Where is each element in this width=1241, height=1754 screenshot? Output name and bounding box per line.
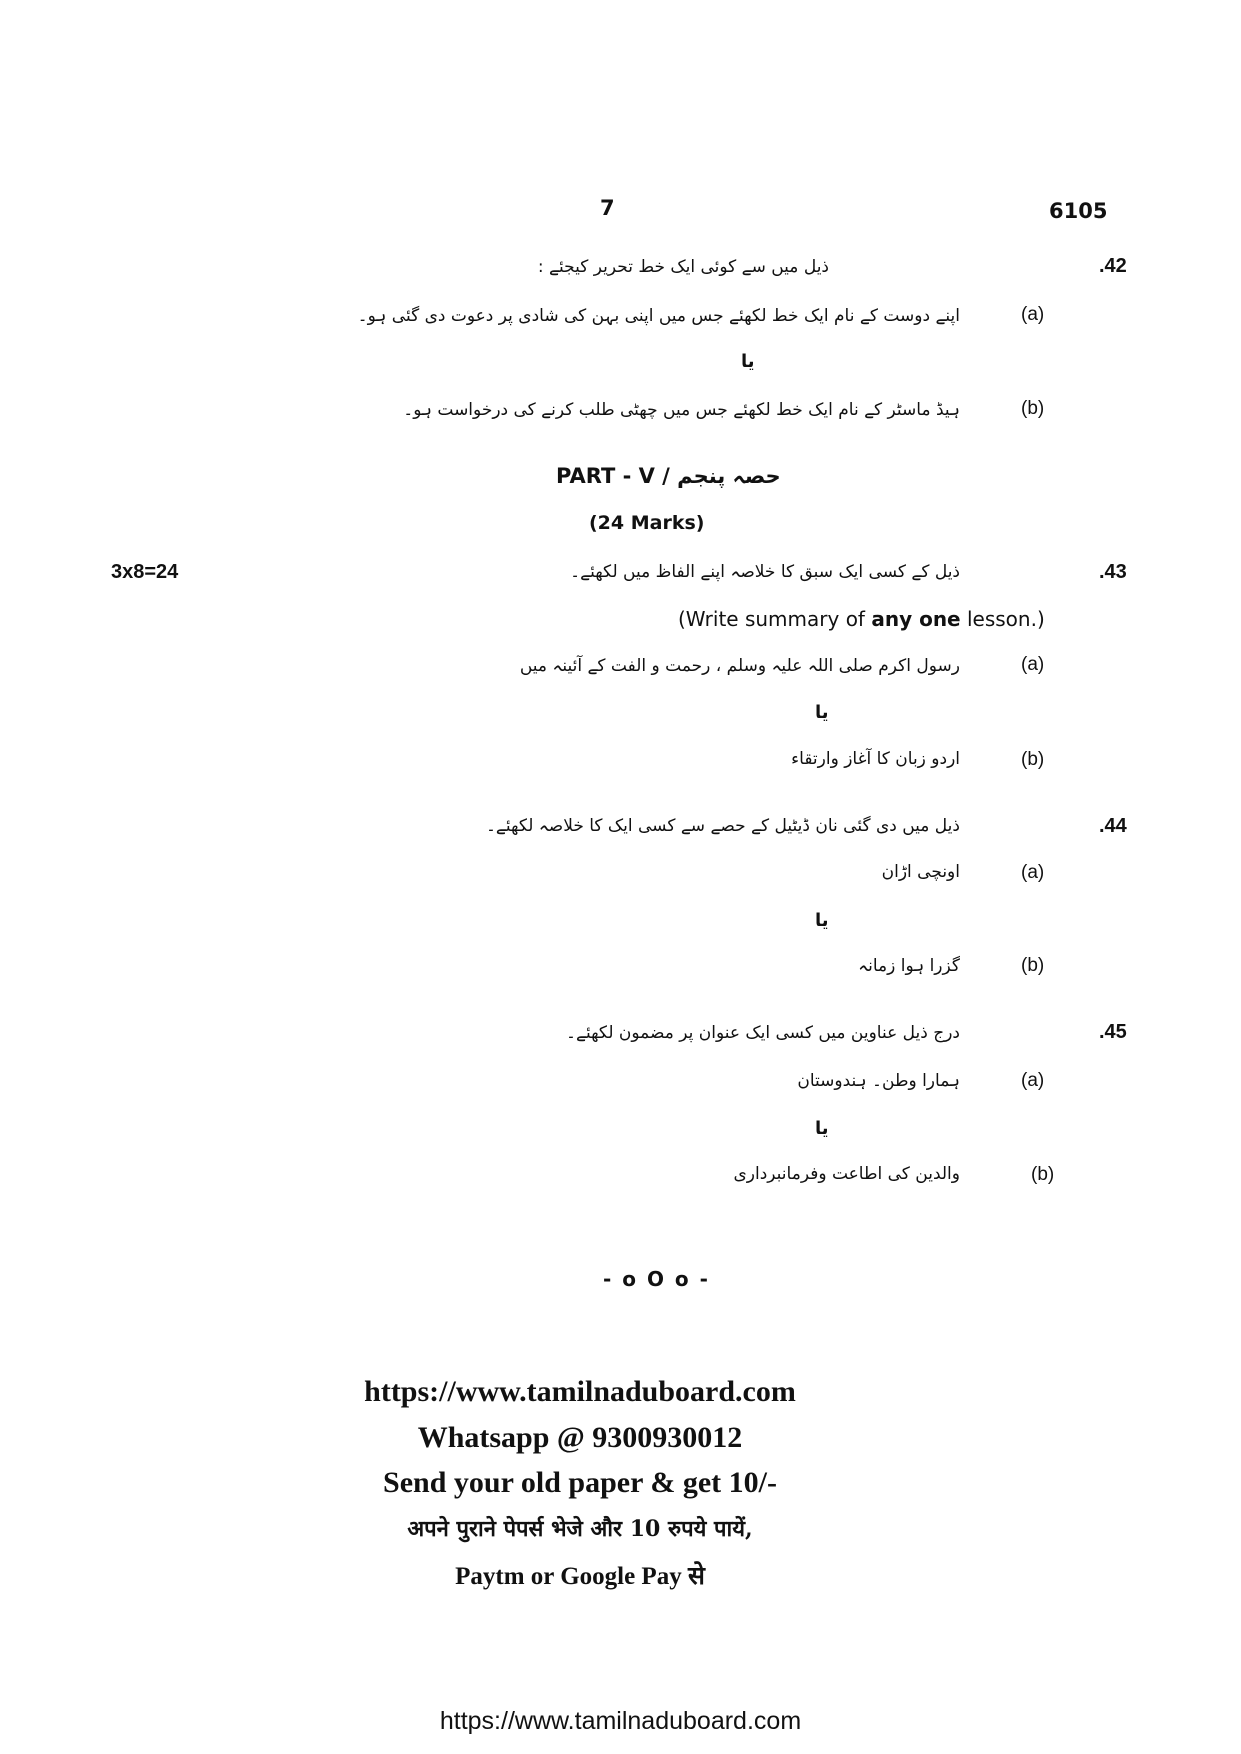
option-label-45a: (a) — [1021, 1070, 1045, 1091]
option-label-43b: (b) — [1021, 749, 1045, 770]
footer-whatsapp: Whatsapp @ 9300930012 — [417, 1421, 743, 1454]
end-mark: - o O o - — [603, 1267, 710, 1291]
page-number: 7 — [600, 196, 615, 220]
paper-code: 6105 — [1049, 199, 1108, 223]
option-label-44a: (a) — [1021, 862, 1045, 883]
option-label-42a: (a) — [1021, 304, 1045, 325]
part-marks: (24 Marks) — [589, 512, 705, 534]
question-text-43: ذیل کے کسی ایک سبق کا خلاصہ اپنے الفاظ میں لکھئے۔ — [570, 562, 960, 582]
score-breakdown: 3x8=24 — [111, 561, 179, 583]
footer-payment: Paytm or Google Pay से — [455, 1563, 705, 1590]
option-text-42a: اپنے دوست کے نام ایک خط لکھئے جس میں اپنی بہن کی شادی پر دعوت دی گئی ہو۔ — [357, 306, 960, 326]
question-text-44: ذیل میں دی گئی نان ڈیٹیل کے حصے سے کسی ایک کا خلاصہ لکھئے۔ — [485, 816, 960, 836]
question-number-44: .44 — [1099, 815, 1127, 837]
bottom-url[interactable]: https://www.tamilnaduboard.com — [439, 1707, 802, 1735]
instruction-43 — [678, 607, 1045, 631]
instruction-pre: (Write summary of — [678, 607, 872, 631]
or-separator-42: یا — [741, 351, 755, 372]
question-text-42: ذیل میں سے کوئی ایک خط تحریر کیجئے : — [537, 257, 829, 277]
question-text-45: درج ذیل عناوین میں کسی ایک عنوان پر مضمون لکھئے۔ — [566, 1023, 960, 1043]
or-separator-44: یا — [815, 910, 829, 931]
option-label-43a: (a) — [1021, 654, 1045, 675]
instruction-post: lesson.) — [960, 607, 1045, 631]
or-separator-45: یا — [815, 1118, 829, 1139]
footer-offer: Send your old paper & get 10/- — [383, 1466, 777, 1499]
option-text-44a: اونچی اڑان — [881, 862, 960, 882]
option-label-42b: (b) — [1021, 398, 1045, 419]
option-text-43b: اردو زبان کا آغاز وارتقاء — [791, 749, 960, 769]
option-label-45b: (b) — [1031, 1164, 1055, 1185]
option-text-44b: گزرا ہوا زمانہ — [858, 956, 960, 976]
instruction-bold: any one — [871, 607, 961, 631]
option-label-44b: (b) — [1021, 955, 1045, 976]
footer-url[interactable]: https://www.tamilnaduboard.com — [364, 1375, 796, 1408]
question-number-45: .45 — [1099, 1021, 1127, 1043]
part-title: PART - V / حصہ پنجم — [556, 464, 781, 488]
option-text-45a: ہمارا وطن۔ ہندوستان — [797, 1071, 960, 1091]
question-number-42: .42 — [1099, 255, 1127, 277]
or-separator-43: یا — [815, 702, 829, 723]
option-text-42b: ہیڈ ماسٹر کے نام ایک خط لکھئے جس میں چھٹی طلب کرنے کی درخواست ہو۔ — [403, 400, 960, 420]
question-number-43: .43 — [1099, 561, 1127, 583]
footer-offer-hindi: अपने पुराने पेपर्स भेजे और 10 रुपये पायें, — [407, 1516, 753, 1542]
option-text-43a: رسول اکرم صلی اللہ علیہ وسلم ، رحمت و الفت کے آئینہ میں — [519, 656, 960, 676]
option-text-45b: والدین کی اطاعت وفرمانبرداری — [733, 1164, 960, 1184]
